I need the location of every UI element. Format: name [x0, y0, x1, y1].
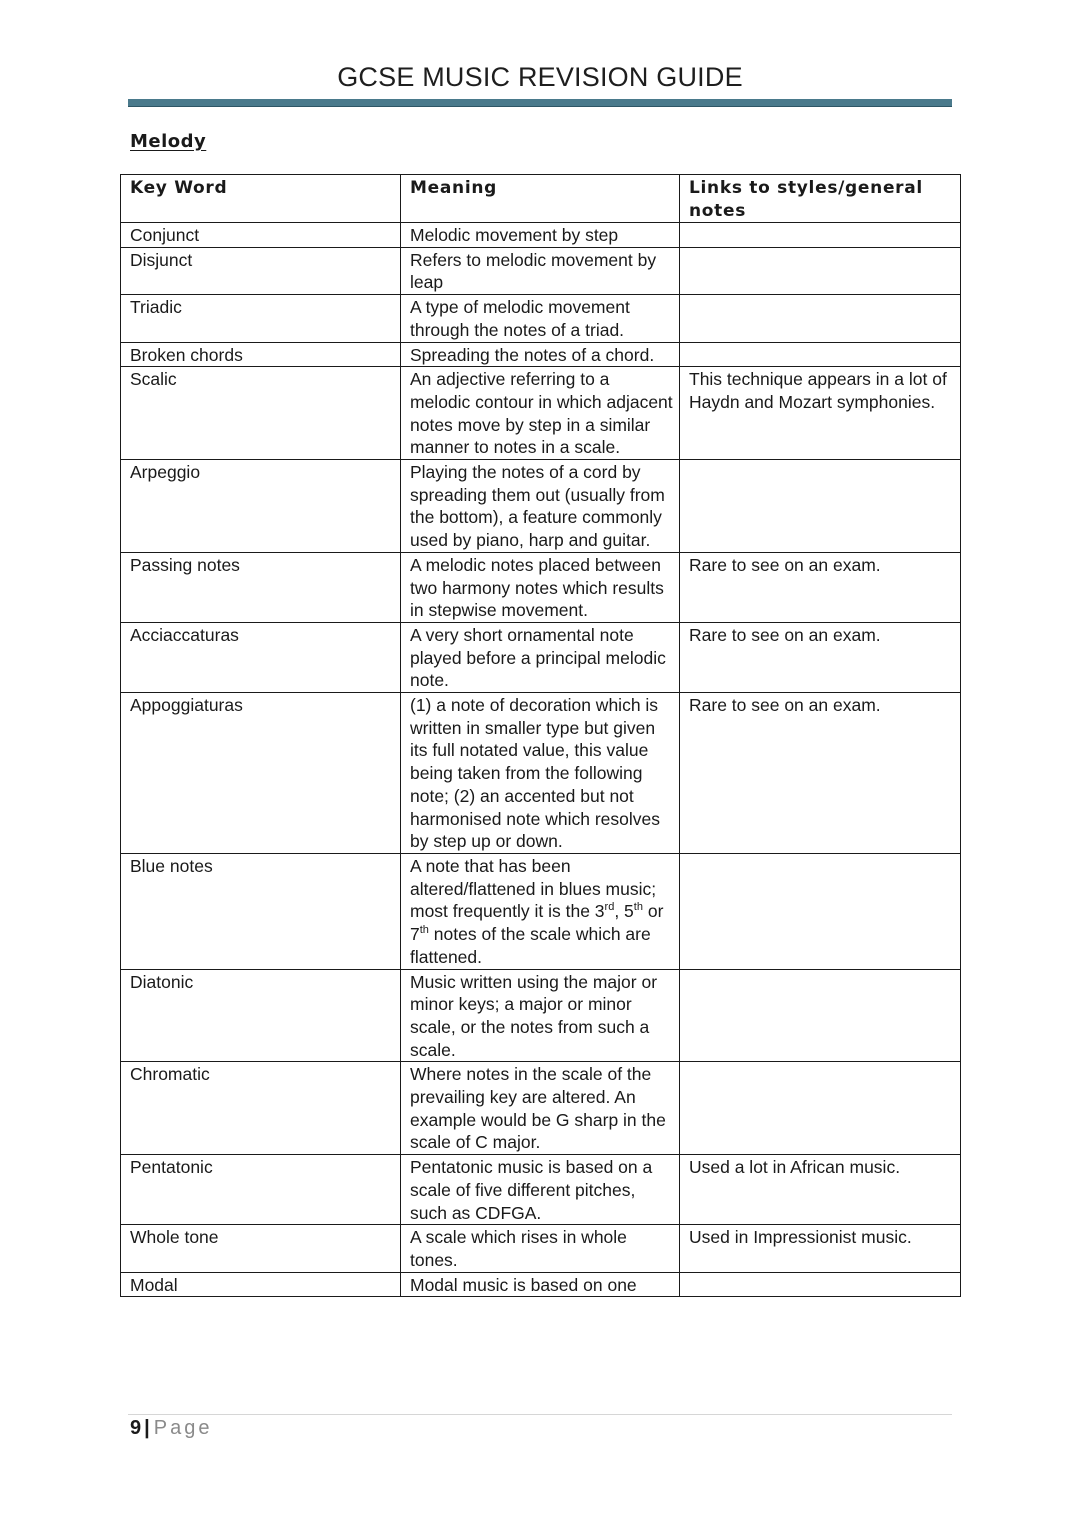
notes-cell	[680, 853, 961, 969]
table-row	[121, 223, 961, 248]
term-cell: Scalic	[121, 367, 401, 460]
table-row	[121, 853, 961, 969]
table-row	[121, 342, 961, 367]
meaning-text: , 5	[614, 901, 634, 922]
column-header-key-word: Key Word	[121, 175, 401, 223]
table-row	[121, 460, 961, 553]
column-header-links: Links to styles/general notes	[680, 175, 961, 223]
meaning-text: notes of the scale which are flattened.	[410, 924, 651, 967]
footer-rule	[128, 1414, 952, 1415]
term-cell: Conjunct	[121, 223, 401, 248]
meaning-cell: A melodic notes placed between two harmony notes which results in stepwise movement.	[401, 552, 680, 622]
notes-cell: This technique appears in a lot of Haydn and Mozart symphonies.	[680, 367, 961, 460]
term-cell: Arpeggio	[121, 460, 401, 553]
notes-cell	[680, 460, 961, 553]
meaning-cell: (1) a note of decoration which is written in smaller type but given its full notated value, this value being taken from the following note; (2) an accented but not harmonised note which resolves by step up or down.	[401, 693, 680, 854]
page-separator: |	[144, 1417, 150, 1439]
meaning-cell: Pentatonic music is based on a scale of five different pitches, such as CDFGA.	[401, 1155, 680, 1225]
notes-cell: Used in Impressionist music.	[680, 1225, 961, 1272]
notes-cell: Rare to see on an exam.	[680, 622, 961, 692]
ordinal-suffix: rd	[604, 901, 615, 914]
meaning-cell: Melodic movement by step	[401, 223, 680, 248]
notes-cell	[680, 1062, 961, 1155]
notes-cell	[680, 295, 961, 342]
page-footer	[130, 1417, 212, 1440]
meaning-cell: A very short ornamental note played before a principal melodic note.	[401, 622, 680, 692]
meaning-cell: Playing the notes of a cord by spreading them out (usually from the bottom), a feature commonly used by piano, harp and guitar.	[401, 460, 680, 553]
notes-cell	[680, 223, 961, 248]
ordinal-suffix: th	[633, 901, 643, 914]
notes-cell	[680, 969, 961, 1062]
term-cell: Chromatic	[121, 1062, 401, 1155]
notes-cell	[680, 342, 961, 367]
table-row	[121, 1062, 961, 1155]
notes-cell	[680, 247, 961, 294]
table-row	[121, 693, 961, 854]
notes-cell: Used a lot in African music.	[680, 1155, 961, 1225]
page-label: Page	[153, 1417, 213, 1439]
term-cell: Modal	[121, 1272, 401, 1297]
glossary-table	[120, 174, 961, 1297]
term-cell: Appoggiaturas	[121, 693, 401, 854]
term-cell: Passing notes	[121, 552, 401, 622]
meaning-cell: A type of melodic movement through the notes of a triad.	[401, 295, 680, 342]
meaning-cell: Modal music is based on one	[401, 1272, 680, 1297]
table-row	[121, 1155, 961, 1225]
term-cell: Diatonic	[121, 969, 401, 1062]
ordinal-suffix: th	[419, 924, 429, 937]
table-row	[121, 1272, 961, 1297]
page-number: 9	[130, 1417, 142, 1439]
notes-cell: Rare to see on an exam.	[680, 552, 961, 622]
term-cell: Broken chords	[121, 342, 401, 367]
term-cell: Blue notes	[121, 853, 401, 969]
table-row	[121, 1225, 961, 1272]
title-rule	[128, 99, 952, 107]
glossary-body	[121, 223, 961, 1297]
table-row	[121, 622, 961, 692]
meaning-cell: A scale which rises in whole tones.	[401, 1225, 680, 1272]
term-cell: Pentatonic	[121, 1155, 401, 1225]
table-row	[121, 367, 961, 460]
notes-cell	[680, 1272, 961, 1297]
section-heading: Melody	[130, 131, 207, 152]
meaning-cell: Refers to melodic movement by leap	[401, 247, 680, 294]
table-row	[121, 247, 961, 294]
column-header-meaning: Meaning	[401, 175, 680, 223]
notes-cell: Rare to see on an exam.	[680, 693, 961, 854]
page-title: GCSE MUSIC REVISION GUIDE	[337, 62, 743, 92]
table-header-row	[121, 175, 961, 223]
meaning-cell: Where notes in the scale of the prevailing key are altered. An example would be G sharp in the scale of C major.	[401, 1062, 680, 1155]
meaning-text: A note that has been altered/flattened in blues music; most frequently it is the 3	[410, 855, 657, 922]
meaning-cell: Music written using the major or minor keys; a major or minor scale, or the notes from such a scale.	[401, 969, 680, 1062]
term-cell: Whole tone	[121, 1225, 401, 1272]
term-cell: Disjunct	[121, 247, 401, 294]
table-row	[121, 295, 961, 342]
meaning-cell	[401, 853, 680, 969]
table-row	[121, 552, 961, 622]
table-row	[121, 969, 961, 1062]
term-cell: Acciaccaturas	[121, 622, 401, 692]
meaning-cell: An adjective referring to a melodic contour in which adjacent notes move by step in a similar manner to notes in a scale.	[401, 367, 680, 460]
meaning-cell: Spreading the notes of a chord.	[401, 342, 680, 367]
meaning-text: or 7	[410, 901, 664, 945]
term-cell: Triadic	[121, 295, 401, 342]
